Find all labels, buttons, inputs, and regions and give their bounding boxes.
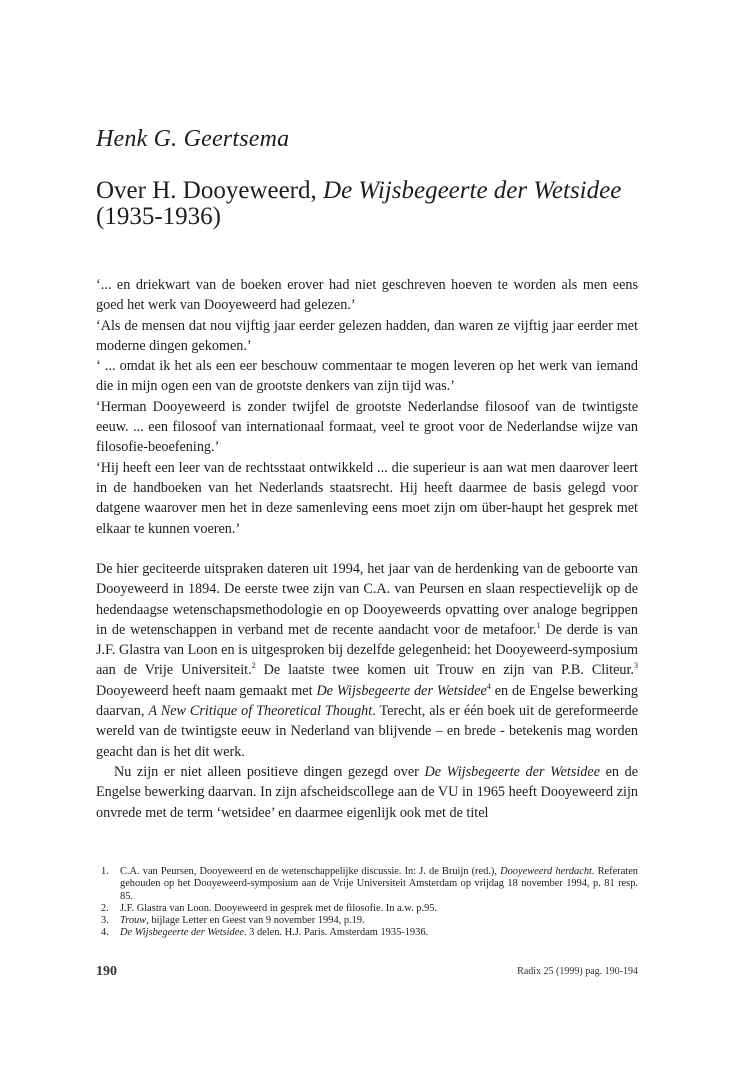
- p1-sentence-3: De laatste twee komen uit Trouw en zijn van P.B. Cliteur.: [255, 662, 634, 679]
- title-book-name: De Wijsbegeerte der Wetsidee: [323, 177, 622, 204]
- page-number: 190: [96, 964, 117, 979]
- footnote-2: [101, 903, 638, 915]
- p1-sentence-6: . Terecht, als er één boek uit de gereformeerde wereld van de twintigste eeuw in Nederland van blijvende – en brede - betekenis mag worden geacht dan is het dit werk.: [96, 703, 638, 760]
- quote-4: ‘Herman Dooyeweerd is zonder twijfel de grootste Nederlandse filosoof van de twintigste eeuw. ... een filosoof van internationaal formaat, veel te groot voor de Nederlandse wijze van filosofie-beoefening.’: [96, 398, 638, 456]
- footnote-ref-3[interactable]: 3: [634, 661, 638, 671]
- title-line-1: [96, 178, 656, 204]
- footnote-text: [120, 866, 638, 903]
- footnote-italic: Dooyeweerd herdacht: [500, 866, 592, 877]
- footnote-ref-2[interactable]: 2: [251, 661, 256, 671]
- footnote-italic: De Wijsbegeerte der Wetsidee: [120, 927, 244, 939]
- quote-5: ‘Hij heeft een leer van de rechtsstaat ontwikkeld ... die superieur is aan wat men daarover leert in de handboeken van het Nederlands staatsrecht. Hij heeft daarmee de basis gelegd voor datgene waarover men het in deze samenleving eens moet zijn om über-haupt het gesprek met elkaar te kunnen voeren.’: [96, 459, 638, 537]
- footnote-text: [120, 915, 638, 927]
- footnote-number: 2.: [101, 902, 109, 914]
- footnote-text: [120, 927, 638, 939]
- quotes-block: [96, 275, 638, 539]
- p2-book-title: De Wijsbegeerte der Wetsidee: [424, 763, 600, 780]
- footnote-post: , bijlage Letter en Geest van 9 november 1994, p.19.: [146, 915, 365, 927]
- p1-sentence-4: Dooyeweerd heeft naam gemaakt met: [96, 682, 317, 699]
- footnote-ref-4[interactable]: 4: [486, 681, 491, 691]
- footnote-3: [101, 915, 638, 927]
- footnote-number: 4.: [101, 927, 109, 939]
- paragraph-1: [96, 559, 638, 762]
- quote-2: ‘Als de mensen dat nou vijftig jaar eerder gelezen hadden, dan waren ze vijftig jaar eerder met moderne dingen gekomen.’: [96, 317, 638, 354]
- author-name: Henk G. Geertsema: [96, 126, 290, 152]
- article-title: [96, 178, 656, 230]
- footnote-number: 3.: [101, 915, 109, 927]
- title-prefix: Over H. Dooyeweerd,: [96, 177, 324, 204]
- footnote-1: [101, 866, 638, 903]
- paragraph-2: [96, 762, 638, 823]
- p2-sentence-2: en de Engelse bewerking daarvan. In zijn afscheidscollege aan de VU in 1965 heeft Dooyeweerd zijn onvrede met de term ‘wetsidee’ en daarmee eigenlijk ook met de titel: [96, 763, 639, 821]
- p2-sentence-1: Nu zijn er niet alleen positieve dingen gezegd over: [114, 763, 425, 780]
- footnote-ref-1[interactable]: 1: [536, 620, 541, 630]
- footnote-4: [101, 927, 638, 939]
- footnote-text: [120, 903, 638, 915]
- p1-book-title: De Wijsbegeerte der Wetsidee: [316, 682, 487, 699]
- footnote-pre: C.A. van Peursen, Dooyeweerd en de wetenschappelijke discussie. In: J. de Bruijn (red.),: [120, 866, 501, 877]
- footnotes: [101, 866, 638, 940]
- journal-reference: Radix 25 (1999) pag. 190-194: [517, 966, 638, 977]
- p1-sentence-1: De hier geciteerde uitspraken dateren uit 1994, het jaar van de herdenking van de geboorte van Dooyeweerd in 1894. De eerste twee zijn van C.A. van Peursen en slaan respectievelijk op de hedendaagse wetenschapsmethodologie en op Dooyeweerds opvatting over analoge begrippen in de wetenschappen in verband met de recente aandacht voor de metafoor.: [96, 561, 638, 638]
- p1-sentence-5: en de Engelse bewerking daarvan,: [96, 682, 639, 720]
- p1-english-title: A New Critique of Theoretical Thought: [148, 703, 373, 720]
- footnote-number: 1.: [101, 866, 109, 877]
- quote-3: ‘ ... omdat ik het als een eer beschouw commentaar te mogen leveren op het werk van iemand die in mijn ogen een van de grootste denkers van zijn tijd was.’: [96, 358, 638, 395]
- p1-sentence-2: De derde is van J.F. Glastra van Loon en is uitgesproken bij dezelfde gelegenheid: het Dooyeweerd-symposium aan de Vrije Universiteit.: [96, 621, 638, 679]
- footnote-post: . 3 delen. H.J. Paris. Amsterdam 1935-1936.: [243, 927, 429, 939]
- title-line-2: (1935-1936): [96, 203, 221, 230]
- footnote-post: . Referaten gehouden op het Dooyeweerd-symposium aan de Vrije Universiteit Amsterdam op vrijdag 18 november 1994, p. 81 resp. 85.: [120, 866, 638, 902]
- quote-1: ‘... en driekwart van de boeken erover had niet geschreven hoeven te worden als men eens goed het werk van Dooyeweerd had gelezen.’: [96, 277, 638, 314]
- body-paragraphs: [96, 559, 638, 823]
- footnote-pre: J.F. Glastra van Loon. Dooyeweerd in gesprek met de filosofie. In a.w. p.95.: [120, 902, 438, 914]
- footnote-italic: Trouw: [120, 915, 147, 927]
